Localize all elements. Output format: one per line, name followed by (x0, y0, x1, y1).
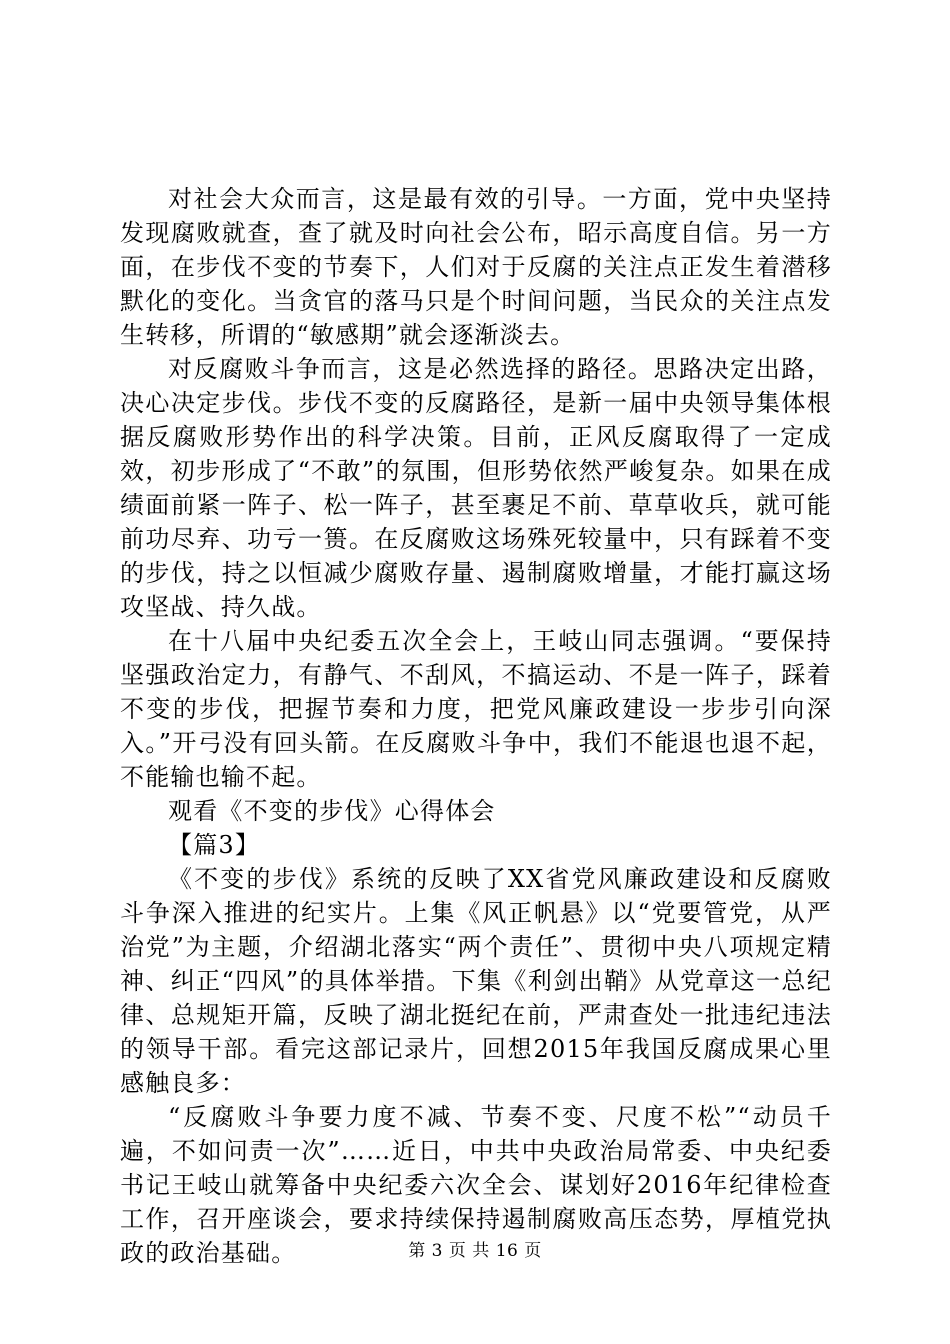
page-footer: 第 3 页 共 16 页 (408, 1241, 542, 1261)
paragraph-public-guidance: 对社会大众而言，这是最有效的引导。一方面，党中央坚持发现腐败就查，查了就及时向社会公布，昭示高度自信。另一方面，在步伐不变的节奏下，人们对于反腐的关注点正发生着潜移默化的变化。当贪官的落马只是个时间问题，当民众的关注点发生转移，所谓的“敏感期”就会逐渐淡去。 (120, 185, 832, 349)
paragraph-anti-corruption-path: 对反腐败斗争而言，这是必然选择的路径。思路决定出路，决心决定步伐。步伐不变的反腐路径，是新一届中央领导集体根据反腐败形势作出的科学决策。目前，正风反腐取得了一定成效，初步形成了“不敢”的氛围，但形势依然严峻复杂。如果在成绩面前紧一阵子、松一阵子，甚至裹足不前、草草收兵，就可能前功尽弃、功亏一篑。在反腐败这场殊死较量中，只有踩着不变的步伐，持之以恒减少腐败存量、遏制腐败增量，才能打赢这场攻坚战、持久战。 (120, 355, 832, 621)
paragraph-documentary-summary: 《不变的步伐》系统的反映了XX省党风廉政建设和反腐败斗争深入推进的纪实片。上集《风正帆悬》以“党要管党，从严治党”为主题，介绍湖北落实“两个责任”、贯彻中央八项规定精神、纠正“四风”的具体举措。下集《利剑出鞘》从党章这一总纪律、总规矩开篇，反映了湖北挺纪在前，严肃查处一批违纪违法的领导干部。看完这部记录片，回想2015年我国反腐成果心里感触良多： (120, 865, 832, 1097)
paragraph-discipline-meeting: “反腐败斗争要力度不减、节奏不变、尺度不松”“动员千遍，不如问责一次”……近日，中共中央政治局常委、中央纪委书记王岐山就筹备中央纪委六次全会、谋划好2016年纪律检查工作，召开座谈会，要求持续保持遏制腐败高压态势，厚植党执政的政治基础。 (120, 1103, 832, 1267)
section-heading: 观看《不变的步伐》心得体会 (168, 797, 496, 825)
paragraph-wang-qishan-quote: 在十八届中央纪委五次全会上，王岐山同志强调。“要保持坚强政治定力，有静气、不刮风，不搞运动、不是一阵子，踩着不变的步伐，把握节奏和力度，把党风廉政建设一步步引向深入。”开弓没有回头箭。在反腐败斗争中，我们不能退也退不起，不能输也输不起。 (120, 627, 832, 791)
document-body (120, 182, 832, 1270)
chapter-label: 【篇3】 (168, 831, 261, 859)
